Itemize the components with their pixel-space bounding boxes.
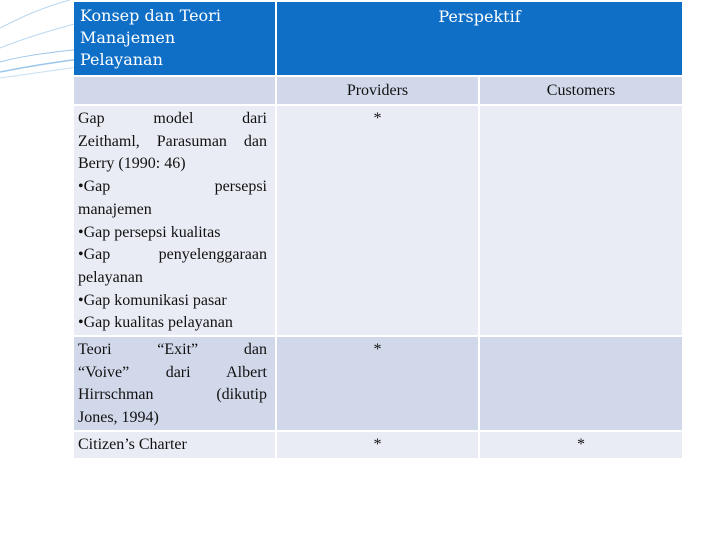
desc-line: manajemen (78, 200, 152, 218)
desc-line: Berry (1990: 46) (78, 155, 186, 173)
desc-line: •Gap kualitas pelayanan (78, 314, 233, 332)
header-perspective-cell (277, 2, 682, 75)
row-citizen-charter-customers-mark: * (480, 432, 682, 458)
desc-line: Citizen’s Charter (78, 435, 187, 453)
row-gap-model-providers-mark: * (277, 106, 478, 335)
header-concept-line: Manajemen (80, 28, 176, 47)
row-citizen-charter-desc (74, 432, 275, 458)
desc-line: “Voive” dari Albert (78, 363, 267, 381)
subheader-customers: Customers (480, 77, 682, 104)
header-perspective-title: Perspektif (438, 7, 521, 26)
row-exit-voice-desc (74, 337, 275, 430)
row-exit-voice-customers-mark (480, 337, 682, 430)
row-exit-voice-providers-mark: * (277, 337, 478, 430)
header-concept-cell (74, 2, 275, 75)
desc-line: •Gap komunikasi pasar (78, 291, 227, 309)
row-gap-model-customers-mark (480, 106, 682, 335)
desc-line: Hirrschman (dikutip (78, 386, 267, 404)
desc-line: Teori “Exit” dan (78, 341, 267, 359)
subheader-blank-cell (74, 77, 275, 104)
desc-line: pelayanan (78, 268, 143, 286)
desc-line: Zeithaml, Parasuman dan (78, 132, 267, 150)
row-gap-model-desc (74, 106, 275, 335)
desc-line: Jones, 1994) (78, 409, 159, 427)
desc-line: Gap model dari (78, 110, 267, 127)
desc-line: •Gap penyelenggaraan (78, 246, 267, 264)
header-concept-line: Konsep dan Teori (80, 6, 221, 25)
row-citizen-charter-providers-mark: * (277, 432, 478, 458)
concept-table (72, 0, 684, 460)
header-concept-line: Pelayanan (80, 50, 163, 69)
desc-line: •Gap persepsi kualitas (78, 223, 221, 241)
desc-line: •Gap persepsi (78, 178, 267, 196)
subheader-providers: Providers (277, 77, 478, 104)
